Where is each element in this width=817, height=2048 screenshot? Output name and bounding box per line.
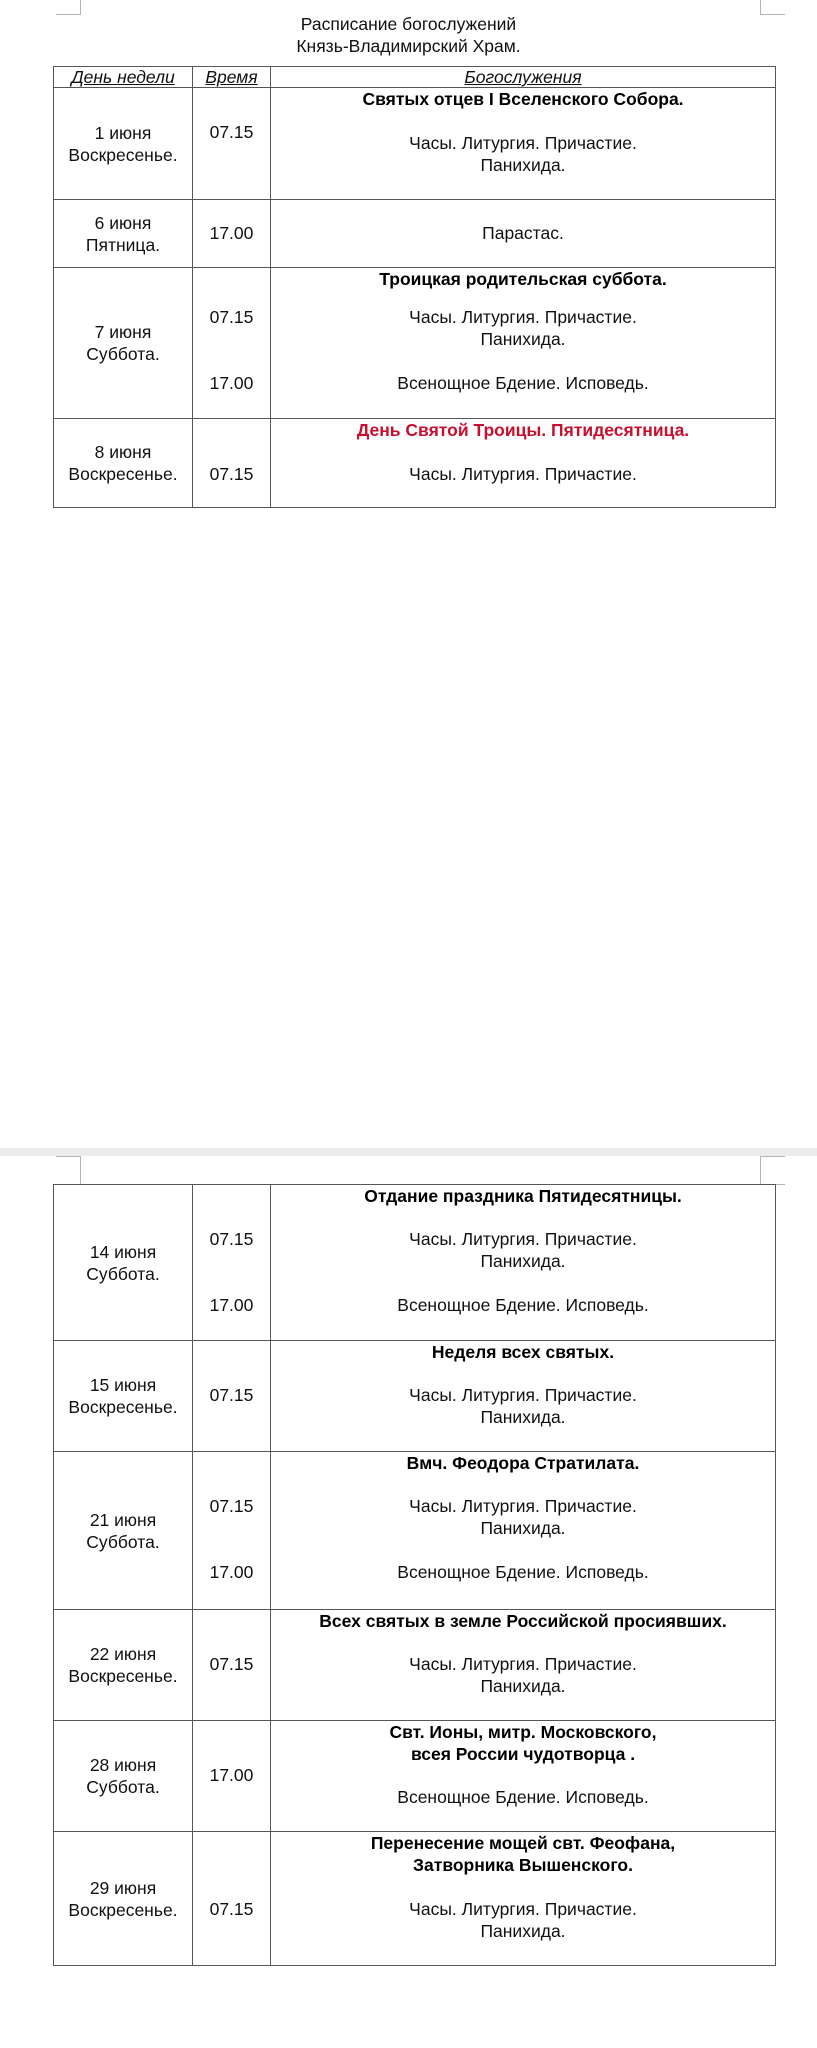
service-line: Панихида. — [480, 329, 566, 349]
service-line: Панихида. — [480, 1518, 566, 1538]
date-text: 14 июня — [89, 1241, 157, 1262]
service-line: Всенощное Бдение. Исповедь. — [397, 1295, 649, 1315]
time-cell — [193, 1610, 271, 1721]
service-line: Парастас. — [482, 223, 564, 243]
time-text: 07.15 — [209, 1899, 254, 1919]
time-text: 17.00 — [209, 223, 254, 243]
service-line: Часы. Литургия. Причастие. — [409, 1229, 637, 1249]
time-cell — [193, 1452, 271, 1610]
weekday-text: Суббота. — [86, 1531, 160, 1552]
day-cell — [54, 88, 193, 200]
day-cell — [54, 1610, 193, 1721]
time-text: 07.15 — [209, 1229, 254, 1249]
date-text: 15 июня — [89, 1375, 157, 1395]
service-line: Часы. Литургия. Причастие. — [409, 1385, 637, 1405]
page-corner-mark — [760, 1170, 785, 1185]
column-header-day: День недели — [54, 67, 193, 88]
weekday-text: Суббота. — [86, 1777, 160, 1797]
day-cell — [54, 1341, 193, 1452]
feast-title: Неделя всех святых. — [431, 1342, 615, 1362]
services-cell — [271, 1185, 776, 1341]
service-line: Всенощное Бдение. Исповедь. — [397, 373, 649, 393]
feast-title: Троицкая родительская суббота. — [379, 269, 667, 289]
document-title: Расписание богослужений — [300, 14, 517, 34]
service-line: Панихида. — [480, 155, 566, 175]
day-cell — [54, 1721, 193, 1832]
day-cell — [54, 1452, 193, 1610]
services-cell — [271, 268, 776, 419]
time-cell — [193, 1832, 271, 1966]
page-separator — [0, 1148, 817, 1156]
schedule-table-page-1 — [53, 66, 776, 508]
time-text: 17.00 — [209, 1562, 254, 1582]
date-text: 6 июня — [94, 212, 152, 233]
time-cell — [193, 1341, 271, 1452]
table-row — [54, 200, 776, 268]
time-cell — [193, 200, 271, 268]
service-line: Часы. Литургия. Причастие. — [409, 1654, 637, 1674]
date-text: 29 июня — [89, 1877, 157, 1898]
time-cell — [193, 1721, 271, 1832]
time-text: 07.15 — [209, 1496, 254, 1516]
service-line: Панихида. — [480, 1676, 566, 1696]
time-text: 17.00 — [209, 1295, 254, 1315]
table-row — [54, 1452, 776, 1610]
time-text: 07.15 — [209, 1385, 254, 1405]
services-cell — [271, 1610, 776, 1721]
services-cell — [271, 1452, 776, 1610]
weekday-text: Воскресенье. — [68, 1397, 178, 1417]
service-line: Панихида. — [480, 1921, 566, 1941]
feast-title: Всех святых в земле Российской просиявших. — [319, 1611, 727, 1631]
services-cell — [271, 1721, 776, 1832]
service-line: Часы. Литургия. Причастие. — [409, 307, 637, 327]
services-cell — [271, 88, 776, 200]
time-text: 17.00 — [209, 373, 254, 393]
table-row — [54, 1721, 776, 1832]
date-text: 8 июня — [94, 442, 152, 462]
service-line: Часы. Литургия. Причастие. — [409, 1899, 637, 1919]
date-text: 21 июня — [89, 1509, 157, 1530]
day-cell — [54, 419, 193, 508]
feast-title: всея России чудотворца . — [410, 1744, 636, 1764]
service-line: Часы. Литургия. Причастие. — [409, 133, 637, 153]
weekday-text: Суббота. — [86, 1263, 160, 1284]
schedule-table-page-2 — [53, 1184, 776, 1966]
table-row — [54, 88, 776, 200]
day-cell — [54, 1185, 193, 1341]
table-row — [54, 1832, 776, 1966]
weekday-text: Воскресенье. — [68, 1899, 178, 1920]
feast-title: День Святой Троицы. Пятидесятница. — [356, 420, 690, 440]
service-line: Панихида. — [480, 1251, 566, 1271]
date-text: 7 июня — [94, 322, 152, 342]
time-text: 07.15 — [209, 464, 254, 484]
date-text: 28 июня — [89, 1755, 157, 1775]
feast-title: Свт. Ионы, митр. Московского, — [389, 1722, 657, 1742]
time-cell — [193, 1185, 271, 1341]
services-cell — [271, 1832, 776, 1966]
time-cell — [193, 88, 271, 200]
weekday-text: Пятница. — [85, 234, 161, 255]
time-cell — [193, 268, 271, 419]
column-header-time: Время — [193, 67, 271, 88]
service-line: Панихида. — [480, 1407, 566, 1427]
table-row — [54, 419, 776, 508]
table-header-row — [54, 67, 776, 88]
time-text: 07.15 — [209, 307, 254, 327]
weekday-text: Суббота. — [86, 344, 160, 364]
feast-title: Отдание праздника Пятидесятницы. — [364, 1186, 682, 1206]
page-corner-mark — [760, 1156, 785, 1171]
column-header-services: Богослужения — [271, 67, 776, 88]
feast-title: Затворника Вышенского. — [413, 1855, 633, 1875]
time-text: 17.00 — [209, 1765, 254, 1785]
feast-title: Перенесение мощей свт. Феофана, — [370, 1833, 676, 1853]
service-line: Всенощное Бдение. Исповедь. — [397, 1562, 649, 1582]
document-page-2 — [0, 1156, 817, 2048]
service-line: Часы. Литургия. Причастие. — [409, 1496, 637, 1516]
page-corner-mark — [56, 1170, 81, 1185]
weekday-text: Воскресенье. — [68, 1666, 178, 1686]
day-cell — [54, 1832, 193, 1966]
day-cell — [54, 268, 193, 419]
date-text: 22 июня — [89, 1644, 157, 1664]
weekday-text: Воскресенье. — [68, 464, 178, 484]
service-line: Часы. Литургия. Причастие. — [409, 464, 637, 484]
services-cell — [271, 1341, 776, 1452]
services-cell — [271, 419, 776, 508]
table-row — [54, 1610, 776, 1721]
time-text: 07.15 — [209, 122, 254, 142]
services-cell — [271, 200, 776, 268]
table-row — [54, 268, 776, 419]
table-row — [54, 1185, 776, 1341]
document-subtitle: Князь-Владимирский Храм. — [296, 36, 521, 56]
time-text: 07.15 — [209, 1654, 254, 1674]
weekday-text: Воскресенье. — [68, 144, 178, 165]
table-row — [54, 1341, 776, 1452]
time-cell — [193, 419, 271, 508]
date-text: 1 июня — [94, 122, 152, 143]
service-line: Всенощное Бдение. Исповедь. — [397, 1787, 649, 1807]
day-cell — [54, 200, 193, 268]
feast-title: Святых отцев I Вселенского Собора. — [362, 89, 684, 109]
feast-title: Вмч. Феодора Стратилата. — [406, 1453, 640, 1473]
page-corner-mark — [56, 1156, 81, 1171]
